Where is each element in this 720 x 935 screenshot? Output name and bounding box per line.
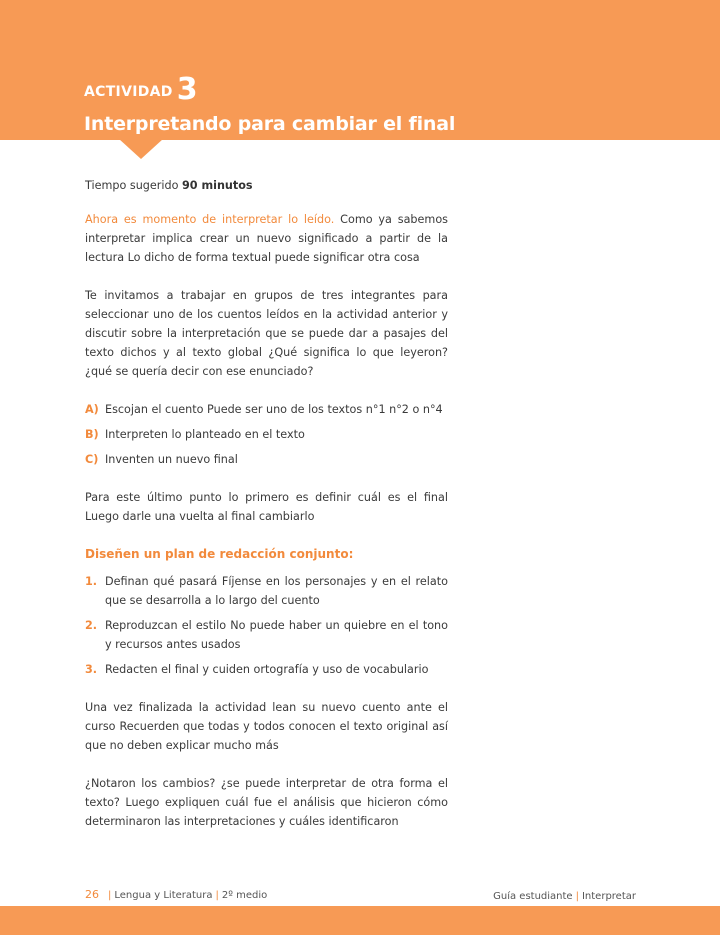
time-label: Tiempo sugerido <box>85 179 179 192</box>
list-text: Reproduzcan el estilo No puede haber un quiebre en el tono y recursos antes usados <box>105 619 448 651</box>
list-marker: A) <box>85 403 99 416</box>
footer-section: Interpretar <box>581 891 636 902</box>
main-content <box>85 176 448 831</box>
last-point-paragraph: Para este último punto lo primero es definir cuál es el final Luego darle una vuelta al final cambiarlo <box>85 491 448 523</box>
suggested-time <box>85 176 448 195</box>
plan-heading: Diseñen un plan de redacción conjunto: <box>85 547 354 561</box>
intro-rest: Como ya sabemos interpretar implica crear un nuevo significado a partir de la lectura Lo dicho de forma textual puede significar otra cosa <box>85 213 448 264</box>
list-text: Interpreten lo planteado en el texto <box>105 428 305 441</box>
list-marker: B) <box>85 428 99 441</box>
footer-separator: | <box>575 891 579 902</box>
list-text: Inventen un nuevo final <box>105 453 238 466</box>
steps-list <box>85 400 448 469</box>
page-title: Interpretando para cambiar el final <box>84 113 456 135</box>
list-item <box>85 572 448 610</box>
list-text: Escojan el cuento Puede ser uno de los textos n°1 n°2 o n°4 <box>105 403 443 416</box>
list-item <box>85 425 448 444</box>
footer-separator: | <box>108 890 112 901</box>
footer-right <box>493 891 636 902</box>
footer-level: 2º medio <box>221 890 268 901</box>
list-item <box>85 660 448 679</box>
footer-subject: Lengua y Literatura <box>114 890 213 901</box>
invitation-paragraph: Te invitamos a trabajar en grupos de tres integrantes para seleccionar uno de los cuentos leídos en la actividad anterior y discutir sobre la interpretación que se puede dar a pasajes del texto dichos y al texto global ¿Qué significa lo que leyeron? ¿qué se quería decir con ese enunciado? <box>85 289 448 378</box>
closing-paragraph-1: Una vez finalizada la actividad lean su nuevo cuento ante el curso Recuerden que todas y todos conocen el texto original así que no deben explicar mucho más <box>85 701 448 752</box>
footer-band <box>0 906 720 935</box>
footer-guide: Guía estudiante <box>493 891 573 902</box>
list-marker: 1. <box>85 575 98 588</box>
page-number: 26 <box>85 888 99 901</box>
closing-paragraph-2: ¿Notaron los cambios? ¿se puede interpretar de otra forma el texto? Luego expliquen cuál fue el análisis que hicieron cómo determinaron las interpretaciones y cuáles identificaron <box>85 777 448 828</box>
footer-separator: | <box>215 890 219 901</box>
activity-number: 3 <box>176 72 198 107</box>
list-text: Redacten el final y cuiden ortografía y uso de vocabulario <box>105 663 429 676</box>
list-text: Definan qué pasará Fíjense en los personajes y en el relato que se desarrolla a lo largo del cuento <box>105 575 448 607</box>
intro-highlight: Ahora es momento de interpretar lo leído. <box>85 213 335 226</box>
list-item <box>85 400 448 419</box>
activity-heading <box>84 72 198 107</box>
list-item <box>85 450 448 469</box>
header-notch <box>119 139 163 159</box>
list-item <box>85 616 448 654</box>
intro-paragraph <box>85 210 448 267</box>
activity-label: ACTIVIDAD <box>84 84 173 100</box>
footer-left <box>85 888 267 901</box>
list-marker: 2. <box>85 619 98 632</box>
list-marker: C) <box>85 453 99 466</box>
list-marker: 3. <box>85 663 98 676</box>
time-value: 90 minutos <box>182 179 253 192</box>
plan-list <box>85 572 448 679</box>
